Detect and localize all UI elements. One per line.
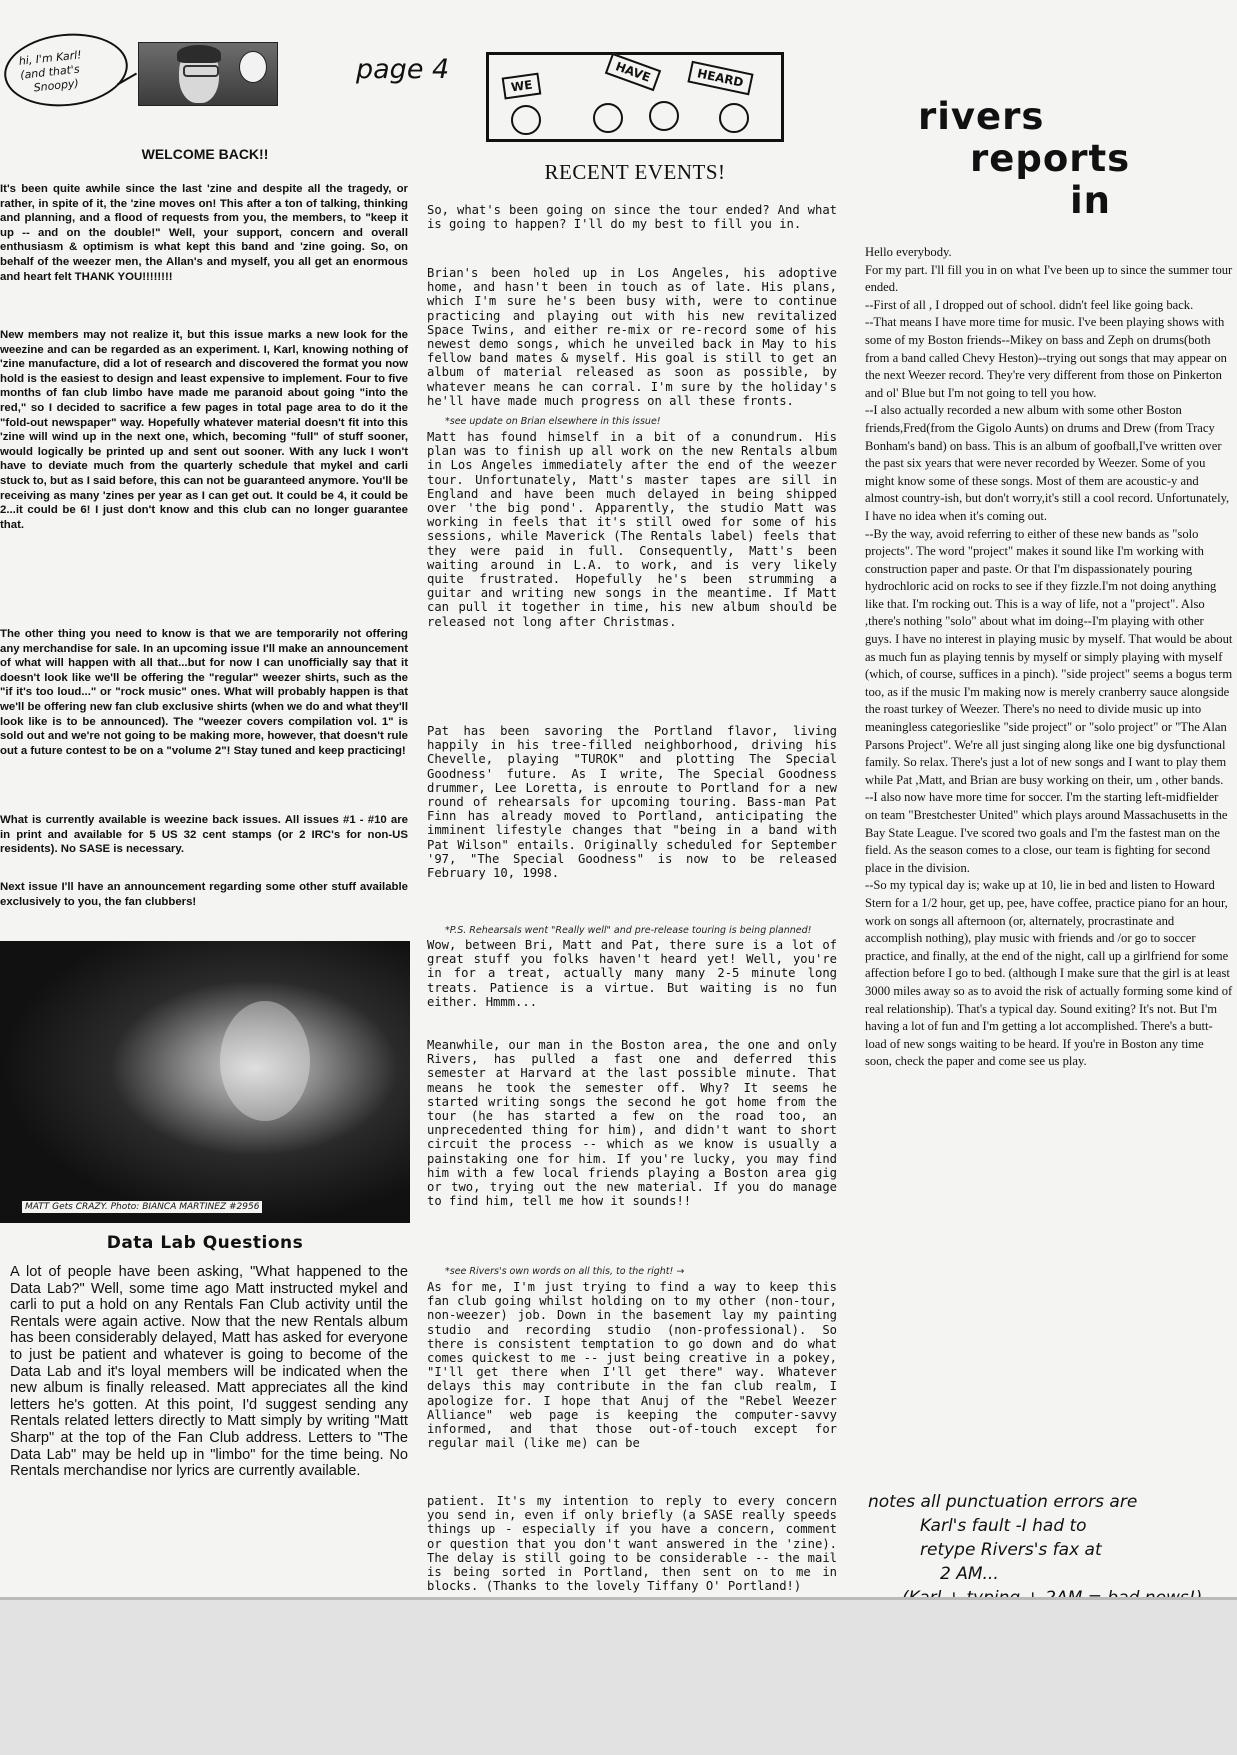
rivers-reports-in-title [918,96,1130,222]
cartoon-figure-icon [511,105,541,135]
rivers-letter-body: Hello everybody. For my part. I'll fill you in on what I've been up to since the summer tour ended. --First of all , I dropped out of school. didn't feel like going back. --That means I have more time for music. I've been playing shows with some of my Boston friends--Mikey on bass and Zeph on drums(both from a band called Chevy Heston)--trying out songs that may appear on the next Weezer record. They're very different from those on Pinkerton and ol' Blue but I'm not going to tell you how. --I also actually recorded a new album with some other Boston friends,Fred(from the Gigolo Aunts) on drums and Drew (from Tracy Bonham's band) on bass. This is an album of goofball,I've written over the past six years that were never recorded by Weezer. Some of you might know some of these songs. Most of them are acoustic-y and almost country-ish, but don't worry,it's still a cool record. Unfortunately, I have no idea when it's coming out. --By the way, avoid referring to either of these new bands as "solo projects". The word "project" makes it sound like I'm working with construction paper and paste. Or that I'm dispassionately pouring hydrochloric acid on rocks to see if they fizzle.I'm not doing anything like that. I'm rocking out. This is a way of life, not a "project". Also ,there's nothing "solo" about what im doing--I'm playing with other guys. I have no interest in playing music by myself. That would be about as much fun as playing tennis by myself or simply playing with myself (which, of course, suffices in a pinch). "side project" seems a bogus term too, as if the music I'm making now is merely cranberry sauce alongside the roast turkey of Weezer. There's no need to divide music up into meaningless categorieslike "side project" or "solo project" or "The Alan Parsons Project". We're all just singing along like one big dysfunctional family. So relax. There's just a lot of new songs and I want to play them while Pat ,Matt, and Brian are busy working on their, um , other bands. --I also now have more time for soccer. I'm the starting left-midfielder on team "Brestchester United" which plays around Massachusetts in the Bay State League. I've scored two goals and I'm the fastest man on the field. As the season comes to a close, our team is fighting for second place in the division. --So my typical day is; wake up at 10, lie in bed and listen to Howard Stern for a 1/2 hour, get up, pee, have coffee, practice piano for an hour, work on songs all afternoon (or, alternately, procrastinate and accomplish nothing), play music with friends and /or go to soccer practice, and finally, at the end of the night, call up a girlfriend for some affection before I go to bed. (although I make sure that the girl is at least 3000 miles away so as to avoid the risk of actually forming some kind of real relationship). That's a typical day. Sound exiting? It's not. But I'm having a lot of fun and I'm getting a lot accomplished. There's a butt-load of new songs waiting to be heard. If you're in Boston any time soon, check the paper and come see us play. [865,245,1233,1069]
recent-events-title: RECENT EVENTS! [544,160,726,184]
data-lab-title: Data Lab Questions [106,1233,304,1253]
photo-highlight [220,1001,310,1121]
page-bottom-margin [0,1600,1237,1755]
snoopy-icon [239,51,267,83]
we-have-heard-banner [486,52,784,142]
bubble-line-2: (and that's [19,62,81,82]
matt-photo [0,941,410,1223]
scrawl-line-2: Karl's fault -I had to [920,1516,1087,1536]
page-number: page 4 [356,54,450,85]
recent-paragraph-6: Meanwhile, our man in the Boston area, the one and only Rivers, has pulled a fast one and deferred this semester at Harvard at the last possible minute. That means he took the semester off. Why? It seems he started writing songs the second he got home from the tour (he has started a few on the road too, an unprecedented thing for him), and didn't want to short circuit the process -- which as we know is usually a painstaking one for him. If you're lucky, you may find him with a few local friends playing a Boston area gig or two, trying out the new material. If you do manage to find him, tell me how it sounds!! [427,1038,837,1209]
recent-paragraph-4: Pat has been savoring the Portland flavor, living happily in his tree-filled neighborhood, driving his Chevelle, playing "TUROK" and plotting The Special Goodness' future. As I write, The Special Goodness drummer, Lee Loretta, is enroute to Portland for a new round of rehearsals for upcoming touring. Bass-man Pat Finn has already moved to Portland, anticipating the imminent lifestyle changes that "being in a band with Pat Wilson" entails. Originally scheduled for September '97, "The Special Goodness" is now to be released February 10, 1998. [427,724,837,881]
hair-shape [177,45,221,63]
welcome-paragraph-5: Next issue I'll have an announcement regarding some other stuff available exclusively to you, the fan clubbers! [0,881,408,908]
welcome-paragraph-3: The other thing you need to know is that we are temporarily not offering any merchandise for sale. In an upcoming issue I'll make an announcement of what will happen with all that...but for now I can unofficially say that it doesn't look like we'll be offering the "regular" weezer shirts, such as the "if it's too loud..." or "rock music" ones. What will probably happen is that we'll be offering new fan club exclusive shirts (when we do and what they'll look like is to be announced). The "weezer covers compilation vol. 1" is sold out and we're not going to be making more, however, that doesn't rule out a future contest to be on a "volume 2"! Stay tuned and keep practicing! [0,628,408,757]
glasses-shape [183,65,219,77]
karl-portrait [138,42,278,106]
scrawl-line-3: retype Rivers's fax at [920,1540,1102,1560]
data-lab-body: A lot of people have been asking, "What happened to the Data Lab?" Well, some time ago Matt instructed mykel and carli to put a hold on any Rentals Fan Club activity until the Rentals were again active. Now that the new Rentals album has been considerably delayed, Matt has asked for everyone to just be patient and whatever is going to become of the Data Lab and it's loyal members will be indicated when the new album is finally released. Matt appreciates all the kind letters he's gotten. At this point, I'd suggest sending any Rentals related letters directly to Matt simply by writing "Matt Sharp" at the top of the Fan Club address. Letters to "The Data Lab" may be held up in "limbo" for the time being. No Rentals merchandise nor lyrics are currently available. [10,1264,408,1480]
banner-sign-we: WE [502,73,542,100]
cartoon-figure-icon [719,103,749,133]
welcome-paragraph-2: New members may not realize it, but this issue marks a new look for the weezine and can be regarded as an experiment. I, Karl, knowing nothing of 'zine manufacture, did a lot of research and discovered the format you now hold is the easiest to design and least expensive to implement. Four to five months of fan club limbo have made me paranoid about going "into the red," so I decided to sacrifice a few pages in total page area to do it the "fold-out newspaper" way. Hopefully whatever material doesn't fit into this 'zine will wind up in the next one, which, becoming "full" of stuff sooner, would logically be printed up and sent out sooner. With any luck I won't have to deviate much from the quarterly schedule that mykel and carli stuck to, but as I said before, this can not be guaranteed anymore. You'll be receiving as many 'zines per year as I can get out. It could be 4, it could be 2...it could be 6! I just don't know and this club can no longer guarantee that. [0,329,409,531]
title-word-in: in [1070,179,1112,222]
recent-paragraph-8: patient. It's my intention to reply to every concern you send in, even if only briefly (a SASE really speeds things up - especially if you have a concern, comment or question that you don't want answered in the 'zine). The delay is still going to be considerable -- the mail is being sorted in Portland, then sent on to me in blocks. (Thanks to the lovely Tiffany O' Portland!) [427,1494,837,1594]
recent-paragraph-5: Wow, between Bri, Matt and Pat, there sure is a lot of great stuff you folks haven't heard yet! Well, you're in for a treat, actually many many 2-5 minute long treats. Patience is a virtue. But waiting is no fun either. Hmmm... [427,938,837,1009]
scrawl-line-4: 2 AM... [940,1564,999,1584]
welcome-paragraph-4: What is currently available is weezine back issues. All issues #1 - #10 are in print and available for 5 US 32 cent stamps (or 2 IRC's for non-US residents). No SASE is necessary. [0,814,408,856]
note-brian-update: *see update on Brian elsewhere in this issue! [445,416,661,427]
recent-paragraph-2: Brian's been holed up in Los Angeles, his adoptive home, and hasn't been in touch as of late. His plans, which I'm sure he's been busy with, were to continue practicing and playing out with his new revitalized Space Twins, and either re-mix or re-record some of his newest demo songs, which he unveiled back in May to his fellow band mates & myself. His goal is still to get an album of material released as soon as possible, by whatever means he can corral. I'm sure by the holiday's he'll have made much progress on all these fronts. [427,266,837,408]
speech-bubble [1,28,132,113]
title-word-rivers: rivers [918,95,1045,138]
recent-paragraph-3: Matt has found himself in a bit of a conundrum. His plan was to finish up all work on the new Rentals album in Los Angeles immediately after the end of the weezer tour. Unfortunately, Matt's master tapes are sill in England and have been much delayed in being shipped over 'the big pond'. Apparently, the studio Matt was working in feels that it's still owed for some of his sessions, while Maverick (The Rentals label) feels that they were paid in full. Consequently, Matt's been waiting around in L.A. to work, and is very likely quite frustrated. Hopefully he's been strumming a guitar and writing new songs in the meantime. If Matt can pull it together in time, his new album should be released not long after Christmas. [427,430,837,629]
welcome-title: WELCOME BACK!! [141,146,269,162]
title-word-reports: reports [970,137,1131,180]
note-see-rivers: *see Rivers's own words on all this, to the right! → [445,1266,685,1277]
recent-paragraph-1: So, what's been going on since the tour ended? And what is going to happen? I'll do my best to fill you in. [427,203,837,232]
cartoon-figure-icon [649,101,679,131]
handwritten-note [868,1490,1237,1610]
recent-paragraph-7: As for me, I'm just trying to find a way to keep this fan club going whilst holding on to my other (non-tour, non-weezer) job. Down in the basement lay my painting studio and recording studio (non-professional). So there is consistent temptation to go down and do what comes quickest to me -- just being creative in a pokey, "I'll get there when I'll get there" way. Whatever delays this may contribute in the fan club realm, I apologize for. I hope that Anuj of the "Rebel Weezer Alliance" web page is keeping the computer-savvy informed, and that those out-of-touch except for regular mail (like me) can be [427,1280,837,1451]
photo-caption: MATT Gets CRAZY. Photo: BIANCA MARTINEZ #2956 [22,1201,262,1213]
banner-sign-have: HAVE [605,53,661,91]
scrawl-line-1: notes all punctuation errors are [868,1492,1138,1512]
banner-sign-heard: HEARD [687,61,753,96]
bubble-line-3: Snoopy) [33,76,80,95]
cartoon-figure-icon [593,103,623,133]
welcome-paragraph-1: It's been quite awhile since the last 'zine and despite all the tragedy, or rather, in spite of it, the 'zine moves on! This after a ton of talking, thinking and planning, and a flood of requests from you, the members, to "keep it up -- and on the double!" Well, your support, concern and overall enthusiasm & optimism is what kept this band and 'zine going. So, on behalf of the weezer men, the Allan's and myself, you all get an enormous and heart felt THANK YOU!!!!!!!! [0,183,408,283]
bubble-line-1: hi, I'm Karl! [18,48,83,68]
note-ps-rehearsals: *P.S. Rehearsals went "Really well" and pre-release touring is being planned! [445,925,812,936]
